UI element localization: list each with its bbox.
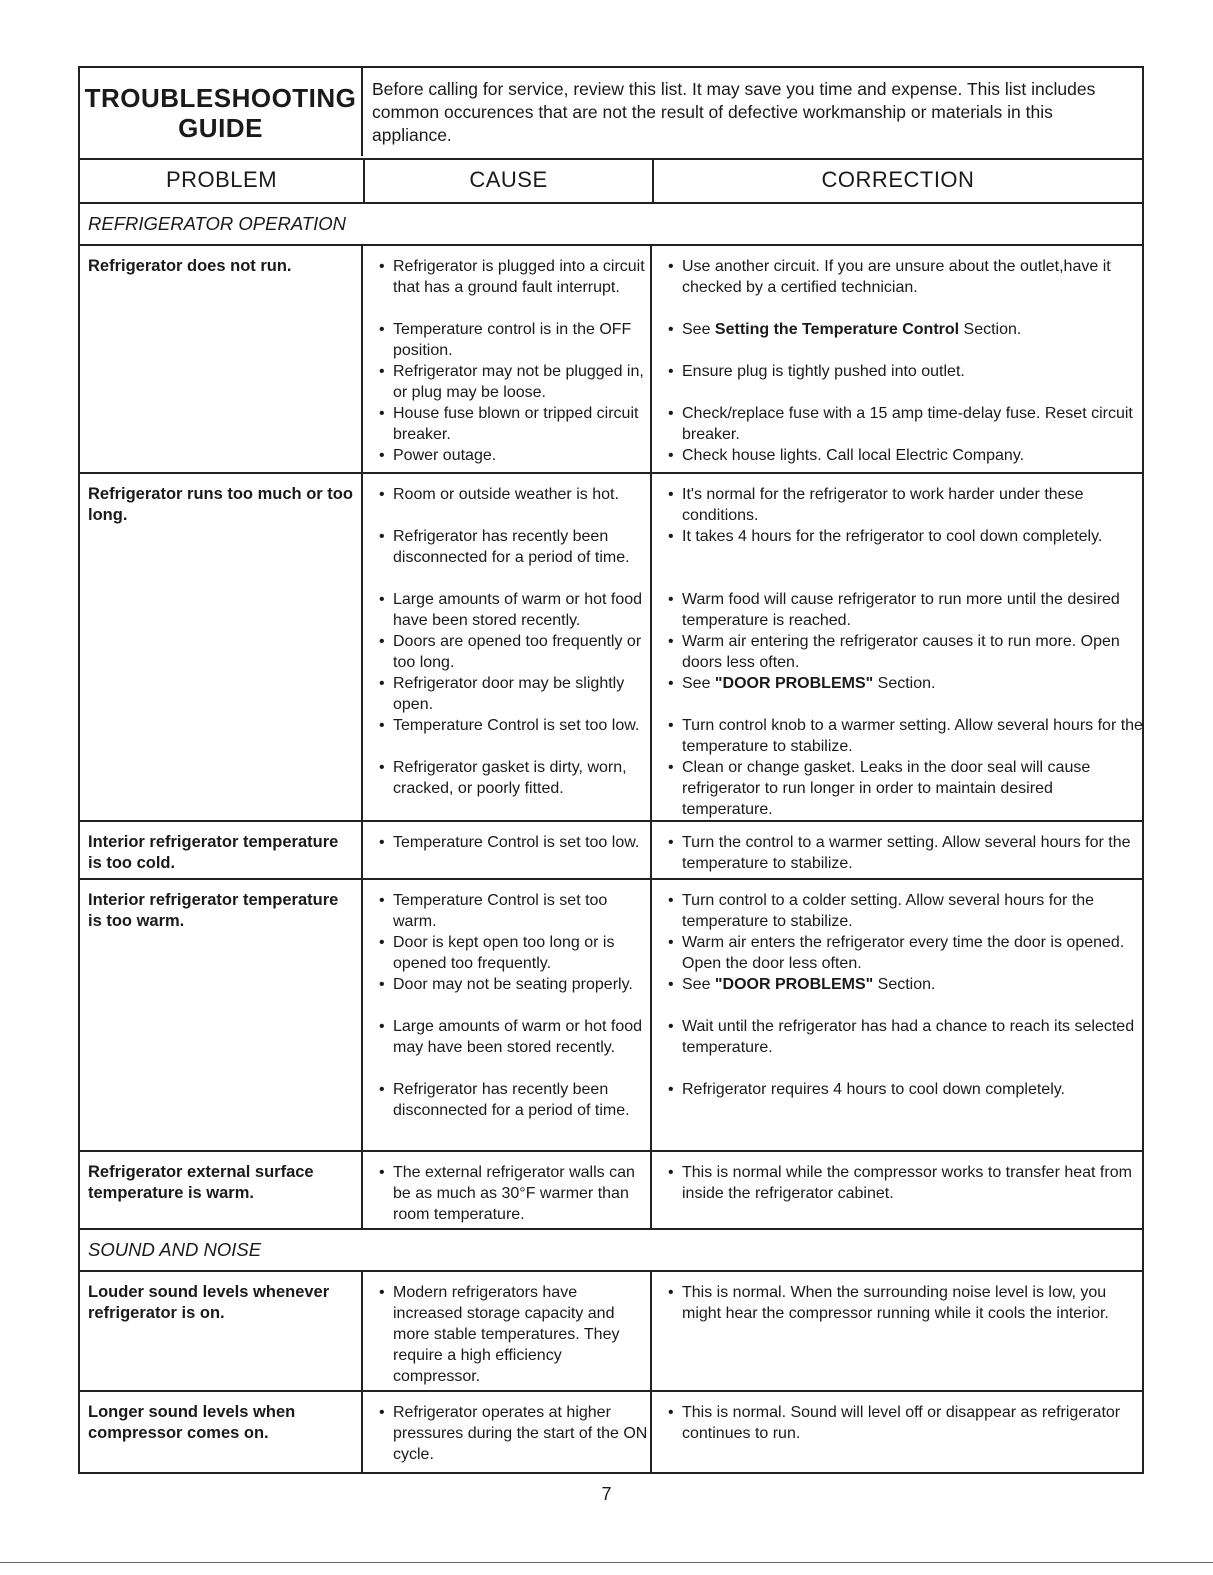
- correction-item: [660, 974, 1144, 995]
- correction-reference: Setting the Temperature Control: [714, 321, 960, 338]
- guide-header: [80, 68, 1142, 160]
- cause-item: • Door is kept open too long or is opened too frequently.: [371, 932, 649, 974]
- cause-item: • Large amounts of warm or hot food may have been stored recently.: [371, 1016, 649, 1058]
- cause-item: • Refrigerator has recently been disconnected for a period of time.: [371, 526, 649, 568]
- correction-reference: "DOOR PROBLEMS": [714, 976, 874, 993]
- problem-cell: Interior refrigerator temperature is too cold.: [80, 822, 363, 878]
- cause-item: • Modern refrigerators have increased storage capacity and more stable temperatures. They require a high efficiency compressor.: [371, 1282, 649, 1387]
- correction-cell: [654, 474, 1142, 820]
- correction-item: • Check house lights. Call local Electric Company.: [660, 445, 1144, 466]
- correction-item: • Turn control knob to a warmer setting. Allow several hours for the temperature to stabilize.: [660, 715, 1144, 757]
- cause-item: • Refrigerator operates at higher pressures during the start of the ON cycle.: [371, 1402, 649, 1465]
- column-header-correction: CORRECTION: [654, 158, 1142, 204]
- correction-text: Section.: [873, 976, 936, 993]
- correction-item: • It's normal for the refrigerator to work harder under these conditions.: [660, 484, 1144, 526]
- cause-item: • Temperature Control is set too warm.: [371, 890, 649, 932]
- cause-item: • Refrigerator may not be plugged in, or plug may be loose.: [371, 361, 649, 403]
- cause-item: • Temperature control is in the OFF position.: [371, 319, 649, 361]
- correction-reference: "DOOR PROBLEMS": [714, 675, 874, 692]
- correction-cell: [654, 880, 1142, 1150]
- correction-item: • Wait until the refrigerator has had a chance to reach its selected temperature.: [660, 1016, 1144, 1058]
- cause-cell: [365, 1272, 652, 1390]
- correction-cell: [654, 1272, 1142, 1390]
- column-header-cause: CAUSE: [365, 158, 654, 204]
- correction-item: • Check/replace fuse with a 15 amp time-delay fuse. Reset circuit breaker.: [660, 403, 1144, 445]
- cause-cell: [365, 1152, 652, 1228]
- column-header-problem: PROBLEM: [80, 158, 365, 204]
- troubleshooting-table: [78, 66, 1144, 1474]
- correction-cell: [654, 822, 1142, 878]
- problem-cell: Longer sound levels when compressor comes on.: [80, 1392, 363, 1472]
- correction-item: • Turn control to a colder setting. Allow several hours for the temperature to stabilize.: [660, 890, 1144, 932]
- cause-cell: [365, 1392, 652, 1472]
- guide-title: [80, 68, 363, 156]
- guide-title-line1: TROUBLESHOOTING: [84, 83, 357, 113]
- page-number: 7: [601, 1484, 612, 1504]
- correction-item: • Clean or change gasket. Leaks in the door seal will cause refrigerator to run longer in order to maintain desired temperature.: [660, 757, 1144, 820]
- cause-item: • Refrigerator gasket is dirty, worn, cracked, or poorly fitted.: [371, 757, 649, 799]
- correction-item: • Turn the control to a warmer setting. Allow several hours for the temperature to stabilize.: [660, 832, 1144, 874]
- table-row: [80, 880, 1142, 1152]
- guide-title-line2: GUIDE: [178, 113, 263, 143]
- correction-text: See: [682, 976, 715, 993]
- problem-cell: Louder sound levels whenever refrigerator is on.: [80, 1272, 363, 1390]
- cause-item: • Door may not be seating properly.: [371, 974, 649, 995]
- cause-item: • Doors are opened too frequently or too long.: [371, 631, 649, 673]
- cause-cell: [365, 474, 652, 820]
- correction-item: [660, 319, 1144, 340]
- cause-cell: [365, 246, 652, 472]
- problem-cell: Interior refrigerator temperature is too warm.: [80, 880, 363, 1150]
- correction-text: See: [682, 675, 715, 692]
- section-refrigerator-operation: REFRIGERATOR OPERATION: [80, 204, 1142, 246]
- cause-cell: [365, 822, 652, 878]
- correction-item: • This is normal. Sound will level off or disappear as refrigerator continues to run.: [660, 1402, 1144, 1444]
- table-row: [80, 474, 1142, 822]
- correction-item: • This is normal while the compressor works to transfer heat from inside the refrigerator cabinet.: [660, 1162, 1144, 1204]
- correction-item: • Warm food will cause refrigerator to run more until the desired temperature is reached.: [660, 589, 1144, 631]
- correction-cell: [654, 1392, 1142, 1472]
- correction-item: • It takes 4 hours for the refrigerator to cool down completely.: [660, 526, 1144, 547]
- correction-cell: [654, 1152, 1142, 1228]
- table-row: [80, 1392, 1142, 1472]
- correction-item: • This is normal. When the surrounding noise level is low, you might hear the compressor running while it cools the interior.: [660, 1282, 1144, 1324]
- table-row: [80, 822, 1142, 880]
- table-row: [80, 246, 1142, 474]
- cause-item: • Refrigerator door may be slightly open.: [371, 673, 649, 715]
- cause-item: • Refrigerator is plugged into a circuit that has a ground fault interrupt.: [371, 256, 649, 298]
- cause-item: • Temperature Control is set too low.: [371, 715, 649, 736]
- footer-divider: [0, 1562, 1213, 1563]
- correction-text: See: [682, 321, 715, 338]
- correction-text: Section.: [959, 321, 1022, 338]
- cause-item: • Refrigerator has recently been disconnected for a period of time.: [371, 1079, 649, 1121]
- problem-cell: Refrigerator runs too much or too long.: [80, 474, 363, 820]
- table-row: [80, 1272, 1142, 1392]
- cause-item: • Room or outside weather is hot.: [371, 484, 649, 505]
- table-row: [80, 1152, 1142, 1230]
- cause-item: • House fuse blown or tripped circuit breaker.: [371, 403, 649, 445]
- problem-cell: Refrigerator does not run.: [80, 246, 363, 472]
- problem-cell: Refrigerator external surface temperature is warm.: [80, 1152, 363, 1228]
- guide-intro: Before calling for service, review this list. It may save you time and expense. This list includes common occurences that are not the result of defective workmanship or materials in this appliance.: [372, 79, 1096, 145]
- cause-item: • The external refrigerator walls can be as much as 30°F warmer than room temperature.: [371, 1162, 649, 1225]
- correction-item: [660, 673, 1144, 694]
- section-sound-and-noise: SOUND AND NOISE: [80, 1230, 1142, 1272]
- correction-item: • Warm air entering the refrigerator causes it to run more. Open doors less often.: [660, 631, 1144, 673]
- correction-item: • Warm air enters the refrigerator every time the door is opened. Open the door less often.: [660, 932, 1144, 974]
- correction-cell: [654, 246, 1142, 472]
- cause-item: • Power outage.: [371, 445, 649, 466]
- correction-item: • Use another circuit. If you are unsure about the outlet,have it checked by a certified technician.: [660, 256, 1144, 298]
- cause-item: • Large amounts of warm or hot food have been stored recently.: [371, 589, 649, 631]
- correction-item: • Ensure plug is tightly pushed into outlet.: [660, 361, 1144, 382]
- correction-item: • Refrigerator requires 4 hours to cool down completely.: [660, 1079, 1144, 1100]
- correction-text: Section.: [873, 675, 936, 692]
- cause-item: • Temperature Control is set too low.: [371, 832, 649, 853]
- cause-cell: [365, 880, 652, 1150]
